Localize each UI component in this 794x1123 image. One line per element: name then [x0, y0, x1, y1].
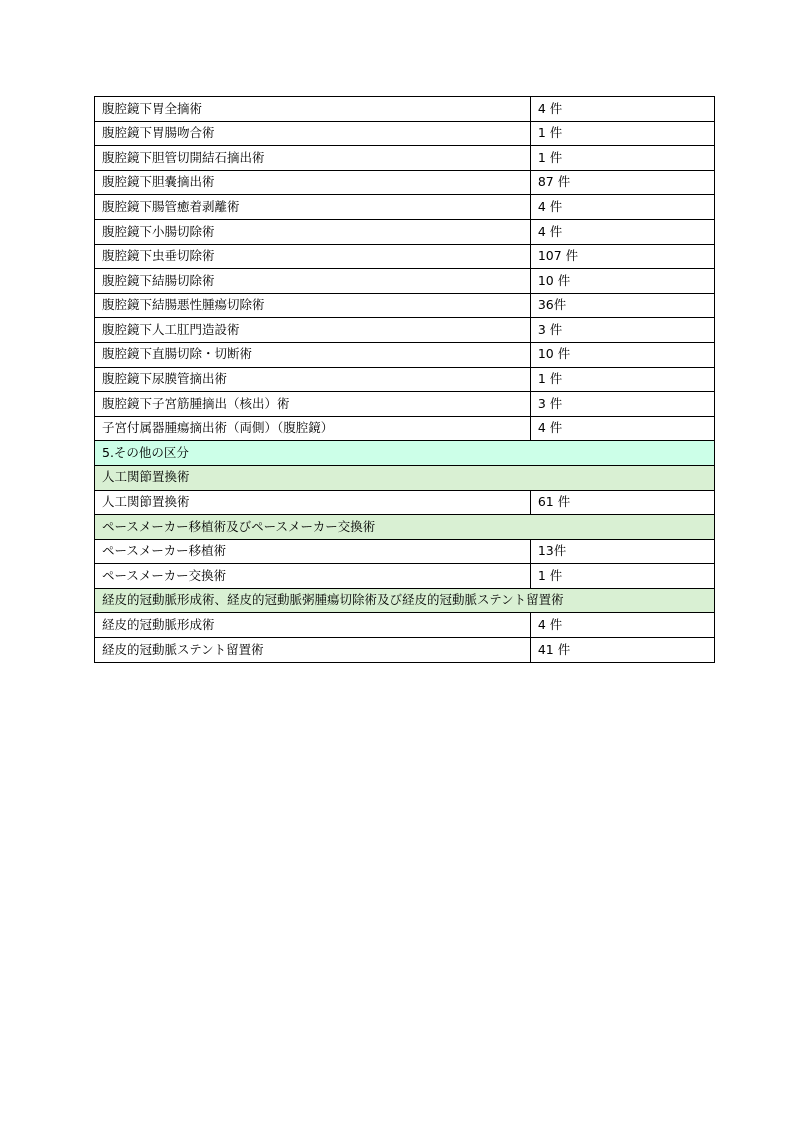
procedure-name-cell: 腹腔鏡下胆管切開結石摘出術: [95, 146, 531, 171]
procedure-count-cell: 41 件: [530, 638, 714, 663]
table-row: [95, 293, 715, 318]
table-row: [95, 244, 715, 269]
table-row: [95, 342, 715, 367]
table-row: [95, 416, 715, 441]
procedure-name-cell: 腹腔鏡下胆嚢摘出術: [95, 170, 531, 195]
subsection-header: 経皮的冠動脈形成術、経皮的冠動脈粥腫瘍切除術及び経皮的冠動脈ステント留置術: [95, 588, 715, 613]
subsection-header-row: [95, 515, 715, 540]
table-row: [95, 97, 715, 122]
procedure-name-cell: ペースメーカー交換術: [95, 564, 531, 589]
table-row: [95, 367, 715, 392]
procedure-name-cell: 腹腔鏡下尿膜管摘出術: [95, 367, 531, 392]
procedure-count-cell: 10 件: [530, 342, 714, 367]
table-row: [95, 318, 715, 343]
table-row: [95, 146, 715, 171]
procedure-count-cell: 4 件: [530, 613, 714, 638]
procedure-count-cell: 1 件: [530, 367, 714, 392]
table-row: [95, 490, 715, 515]
table-row: [95, 170, 715, 195]
procedure-name-cell: 腹腔鏡下虫垂切除術: [95, 244, 531, 269]
procedure-count-cell: 107 件: [530, 244, 714, 269]
procedure-count-cell: 10 件: [530, 269, 714, 294]
procedure-name-cell: 腹腔鏡下胃全摘術: [95, 97, 531, 122]
procedure-name-cell: 経皮的冠動脈ステント留置術: [95, 638, 531, 663]
table-row: [95, 638, 715, 663]
procedure-count-cell: 1 件: [530, 121, 714, 146]
procedure-count-cell: 61 件: [530, 490, 714, 515]
table-row: [95, 121, 715, 146]
procedure-table-body: [95, 97, 715, 663]
procedure-count-cell: 4 件: [530, 219, 714, 244]
subsection-header: ペースメーカー移植術及びペースメーカー交換術: [95, 515, 715, 540]
section-header-row: [95, 441, 715, 466]
procedure-count-cell: 1 件: [530, 146, 714, 171]
table-row: [95, 392, 715, 417]
procedure-name-cell: 腹腔鏡下子宮筋腫摘出（核出）術: [95, 392, 531, 417]
subsection-header-row: [95, 465, 715, 490]
procedure-name-cell: 子宮付属器腫瘍摘出術（両側）（腹腔鏡）: [95, 416, 531, 441]
procedure-count-cell: 13件: [530, 539, 714, 564]
procedure-count-cell: 4 件: [530, 195, 714, 220]
procedure-name-cell: 腹腔鏡下人工肛門造設術: [95, 318, 531, 343]
table-row: [95, 219, 715, 244]
table-row: [95, 564, 715, 589]
procedure-count-cell: 1 件: [530, 564, 714, 589]
procedure-name-cell: ペースメーカー移植術: [95, 539, 531, 564]
procedure-name-cell: 腹腔鏡下小腸切除術: [95, 219, 531, 244]
procedure-name-cell: 腹腔鏡下腸管癒着剥離術: [95, 195, 531, 220]
procedure-count-table: [94, 96, 715, 663]
procedure-name-cell: 人工関節置換術: [95, 490, 531, 515]
procedure-count-cell: 4 件: [530, 416, 714, 441]
section-header: 5.その他の区分: [95, 441, 715, 466]
procedure-name-cell: 腹腔鏡下直腸切除・切断術: [95, 342, 531, 367]
procedure-count-cell: 3 件: [530, 392, 714, 417]
subsection-header: 人工関節置換術: [95, 465, 715, 490]
procedure-name-cell: 経皮的冠動脈形成術: [95, 613, 531, 638]
procedure-name-cell: 腹腔鏡下胃腸吻合術: [95, 121, 531, 146]
procedure-name-cell: 腹腔鏡下結腸悪性腫瘍切除術: [95, 293, 531, 318]
procedure-name-cell: 腹腔鏡下結腸切除術: [95, 269, 531, 294]
subsection-header-row: [95, 588, 715, 613]
table-row: [95, 195, 715, 220]
procedure-count-cell: 3 件: [530, 318, 714, 343]
table-row: [95, 613, 715, 638]
procedure-count-cell: 36件: [530, 293, 714, 318]
table-row: [95, 269, 715, 294]
procedure-count-cell: 87 件: [530, 170, 714, 195]
table-row: [95, 539, 715, 564]
procedure-count-cell: 4 件: [530, 97, 714, 122]
